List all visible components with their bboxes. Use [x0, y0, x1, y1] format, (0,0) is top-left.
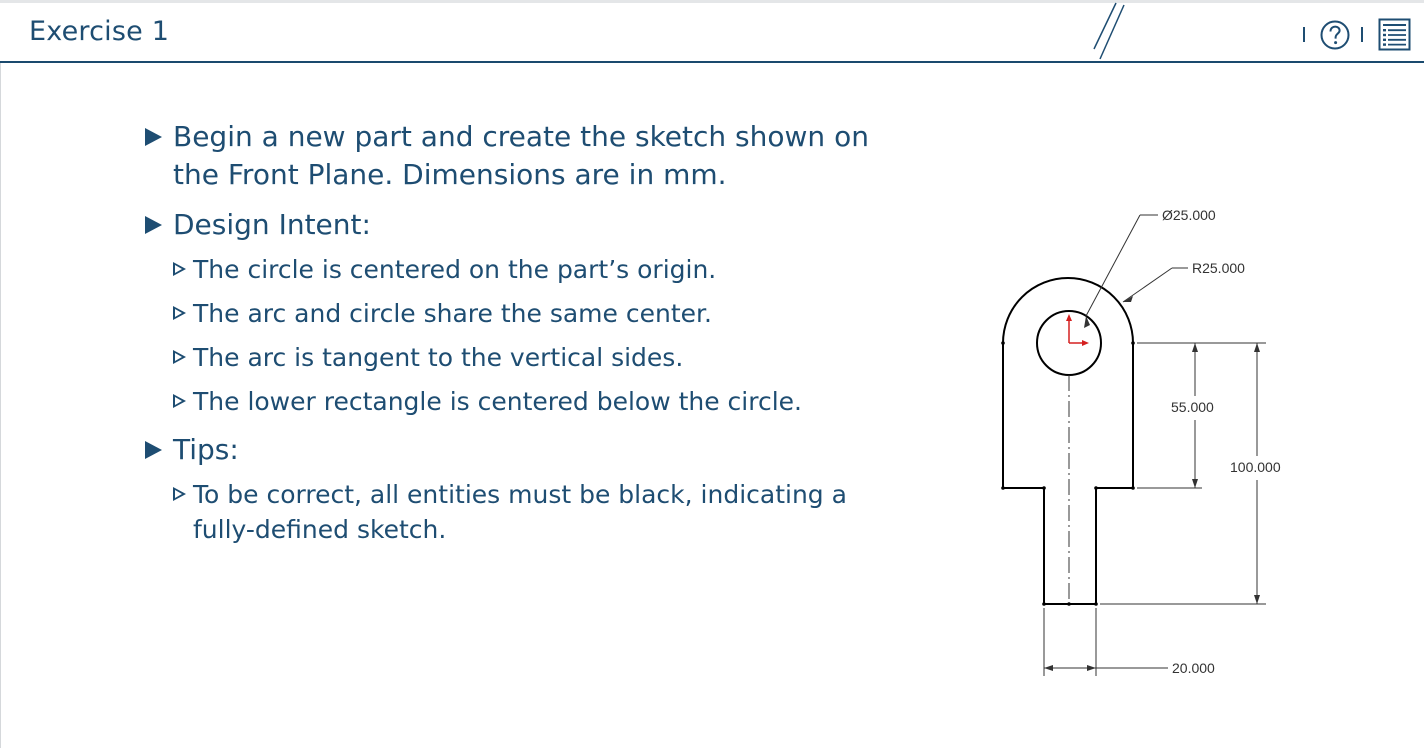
sketch-vertex: [1067, 602, 1071, 606]
part-outline: [1003, 278, 1133, 604]
bullet-item: [145, 206, 905, 244]
sub-bullet-text: To be correct, all entities must be black, indicating a fully-defined sketch.: [193, 480, 847, 544]
leader-line: [1086, 215, 1140, 316]
bullet-text: Begin a new part and create the sketch shown on the Front Plane. Dimensions are in mm.: [173, 120, 869, 191]
sub-bullet-item: [145, 384, 905, 419]
triangle-bullet-icon: [145, 441, 162, 459]
arrowhead: [1087, 665, 1096, 671]
sketch-vertex: [1042, 486, 1046, 490]
bullet-item: [145, 118, 905, 194]
arrowhead: [1254, 343, 1260, 352]
sketch-vertex: [1131, 486, 1135, 490]
header-divider: [1361, 27, 1363, 42]
hollow-triangle-icon: [173, 487, 186, 501]
diameter-dimension: Ø25.000: [1162, 207, 1216, 223]
sketch-vertex: [1001, 341, 1005, 345]
sketch-vertex: [1001, 486, 1005, 490]
sub-bullet-item: [145, 340, 905, 375]
leader-line: [1123, 268, 1172, 302]
sub-bullet-text: The arc and circle share the same center.: [193, 299, 712, 328]
header-bar: [0, 3, 1424, 61]
exercise-content: [145, 118, 905, 556]
arrowhead: [1254, 595, 1260, 604]
bullet-text: Design Intent:: [173, 208, 371, 241]
sub-bullet-text: The circle is centered on the part’s origin.: [193, 255, 717, 284]
help-icon[interactable]: [1319, 19, 1351, 51]
hollow-triangle-icon: [173, 306, 186, 320]
hollow-triangle-icon: [173, 350, 186, 364]
hollow-triangle-icon: [173, 394, 186, 408]
radius-dimension: R25.000: [1192, 260, 1245, 276]
sketch-vertex: [1094, 602, 1098, 606]
arrowhead: [1192, 343, 1198, 352]
page-title: Exercise 1: [29, 16, 170, 47]
bullet-item: [145, 431, 905, 469]
sketch-vertex: [1094, 486, 1098, 490]
header-underline: [0, 61, 1424, 63]
sub-bullet-item: [145, 477, 893, 547]
sub-bullet-item: [145, 252, 905, 287]
sketch-vertex: [1042, 602, 1046, 606]
header-divider: [1303, 27, 1305, 42]
sub-bullet-text: The lower rectangle is centered below the circle.: [193, 387, 802, 416]
arrowhead: [1123, 296, 1133, 302]
total-height-dimension: 100.000: [1230, 459, 1281, 475]
triangle-bullet-icon: [145, 216, 162, 234]
bullet-text: Tips:: [173, 433, 239, 466]
width-dimension: 20.000: [1172, 660, 1215, 676]
upper-height-dimension: 55.000: [1171, 399, 1214, 415]
sketch-vertex: [1131, 341, 1135, 345]
sub-bullet-item: [145, 296, 905, 331]
sub-bullet-text: The arc is tangent to the vertical sides.: [193, 343, 684, 372]
menu-list-icon[interactable]: [1378, 18, 1411, 51]
arrowhead: [1192, 479, 1198, 488]
left-border: [0, 63, 1, 748]
sketch-drawing: [990, 200, 1300, 680]
hollow-triangle-icon: [173, 262, 186, 276]
decorative-slashes: [1088, 0, 1133, 63]
triangle-bullet-icon: [145, 128, 162, 146]
arrowhead: [1044, 665, 1053, 671]
